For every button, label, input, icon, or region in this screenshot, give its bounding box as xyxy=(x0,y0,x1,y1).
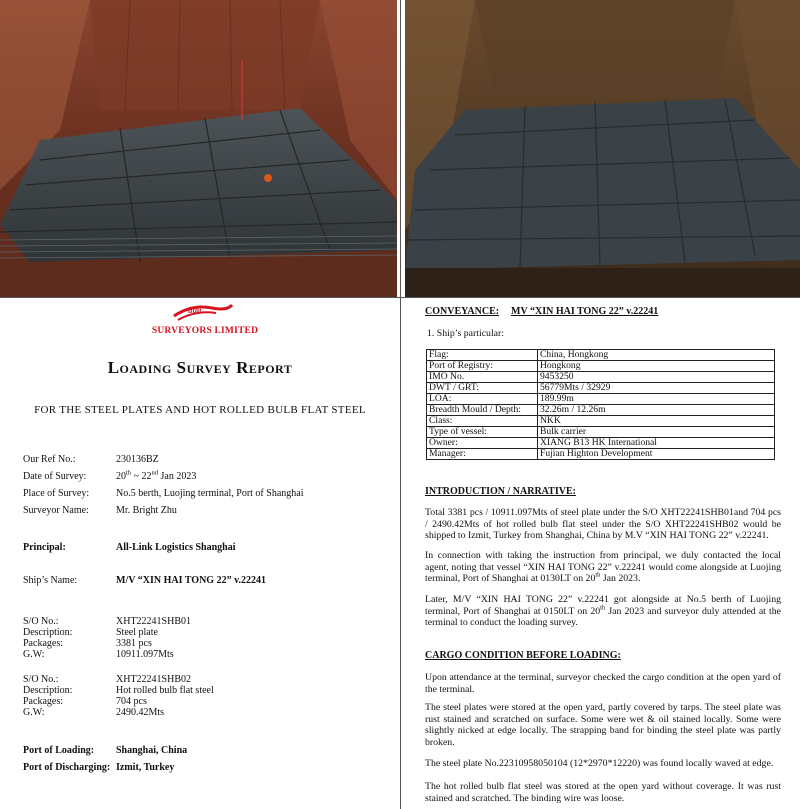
particular-value: China, Hongkong xyxy=(538,350,775,361)
intro-paragraph-1: Total 3381 pcs / 10911.097Mts of steel plate under the S/O XHT22241SHB01and 704 pcs / 2490.42Mts of hot rolled bulb flat steel under the S/O XHT22241SHB02 would be shipped to Izmit, Turkey from Shanghai, China by M.V “XIN HAI TONG 22” v.22241. xyxy=(425,507,781,541)
particular-key: Owner: xyxy=(427,438,538,449)
report-cover-page xyxy=(0,298,400,809)
place-value: No.5 berth, Luojing terminal, Port of Shanghai xyxy=(116,488,304,499)
surveyor-value: Mr. Bright Zhu xyxy=(116,505,177,516)
so1-desc-value: Steel plate xyxy=(116,627,158,638)
so2-pkg-label: Packages: xyxy=(23,696,63,707)
particular-value: 56779Mts / 32929 xyxy=(538,383,775,394)
particular-key: LOA: xyxy=(427,394,538,405)
ship-particular-row xyxy=(427,361,775,372)
particular-value: Bulk carrier xyxy=(538,427,775,438)
cargo-paragraph-2: The steel plates were stored at the open yard, partly covered by tarps. The steel plate was rust stained and scratched on surface. Some were wet & oil stained locally. Some were slightly nicked at edge locally. The strapping band for binding the steel plate was partly broken. xyxy=(425,702,781,748)
logo-swoosh-icon xyxy=(172,302,234,322)
ship-particular-row xyxy=(427,438,775,449)
intro-paragraph-3: Later, M/V “XIN HAI TONG 22” v.22241 got alongside at No.5 berth of Luojing terminal, Port of Shanghai at 0150LT on 20th Jan 2023 and surveyor duly attended at the terminal to conduct the loading survey. xyxy=(425,594,781,628)
surveyor-label: Surveyor Name: xyxy=(23,505,89,516)
ship-particular-heading: 1. Ship’s particular: xyxy=(427,328,505,339)
pod-label: Port of Discharging: xyxy=(23,762,111,773)
particular-key: IMO No. xyxy=(427,372,538,383)
date-value: 20th ~ 22nd Jan 2023 xyxy=(116,469,197,482)
cargo-paragraph-4: The hot rolled bulb flat steel was stored at the open yard without coverage. It was rust stained and scratched. The binding wire was loose. xyxy=(425,781,781,804)
particular-value: Hongkong xyxy=(538,361,775,372)
report-subtitle: FOR THE STEEL PLATES AND HOT ROLLED BULB FLAT STEEL xyxy=(34,404,366,416)
particular-key: Manager: xyxy=(427,449,538,460)
so2-label: S/O No.: xyxy=(23,674,59,685)
so2-pkg-value: 704 pcs xyxy=(116,696,147,707)
ship-particular-row xyxy=(427,350,775,361)
so1-pkg-value: 3381 pcs xyxy=(116,638,152,649)
so1-pkg-label: Packages: xyxy=(23,638,63,649)
particular-value: 32.26m / 12.26m xyxy=(538,405,775,416)
date-label: Date of Survey: xyxy=(23,471,87,482)
particular-key: Class: xyxy=(427,416,538,427)
pod-value: Izmit, Turkey xyxy=(116,762,175,773)
so1-desc-label: Description: xyxy=(23,627,73,638)
ship-particulars-table xyxy=(426,349,775,460)
so2-value: XHT22241SHB02 xyxy=(116,674,192,685)
conveyance-label: CONVEYANCE: xyxy=(425,306,500,317)
ship-particular-row xyxy=(427,372,775,383)
conveyance-value: MV “XIN HAI TONG 22” v.22241 xyxy=(511,306,659,317)
ship-value: M/V “XIN HAI TONG 22” v.22241 xyxy=(116,575,267,586)
ref-value: 230136BZ xyxy=(116,454,159,465)
particular-key: Port of Registry: xyxy=(427,361,538,372)
ship-particular-row xyxy=(427,427,775,438)
pol-label: Port of Loading: xyxy=(23,745,95,756)
particular-value: 9453250 xyxy=(538,372,775,383)
particular-value: Fujian Highton Development xyxy=(538,449,775,460)
principal-label: Principal: xyxy=(23,542,66,553)
ship-particular-row xyxy=(427,416,775,427)
ship-particular-row xyxy=(427,405,775,416)
particular-key: DWT / GRT: xyxy=(427,383,538,394)
principal-value: All-Link Logistics Shanghai xyxy=(116,542,236,553)
company-name: SURVEYORS LIMITED xyxy=(151,326,259,336)
so2-desc-value: Hot rolled bulb flat steel xyxy=(116,685,214,696)
report-detail-page xyxy=(401,298,800,809)
so2-gw-value: 2490.42Mts xyxy=(116,707,165,718)
cargo-hold-photo-left xyxy=(0,0,397,297)
place-label: Place of Survey: xyxy=(23,488,90,499)
ship-particular-row xyxy=(427,383,775,394)
so1-label: S/O No.: xyxy=(23,616,59,627)
svg-text:uuu: uuu xyxy=(188,306,202,315)
company-logo xyxy=(150,302,260,340)
ship-particular-row xyxy=(427,394,775,405)
so1-value: XHT22241SHB01 xyxy=(116,616,192,627)
so1-gw-value: 10911.097Mts xyxy=(116,649,174,660)
ship-label: Ship’s Name: xyxy=(23,575,78,586)
particular-key: Type of vessel: xyxy=(427,427,538,438)
so1-gw-label: G.W: xyxy=(23,649,45,660)
intro-heading: INTRODUCTION / NARRATIVE: xyxy=(425,486,576,497)
so2-gw-label: G.W: xyxy=(23,707,45,718)
pol-value: Shanghai, China xyxy=(116,745,188,756)
ref-label: Our Ref No.: xyxy=(23,454,76,465)
report-title: Loading Survey Report xyxy=(107,358,293,377)
particular-value: 189.99m xyxy=(538,394,775,405)
cargo-heading: CARGO CONDITION BEFORE LOADING: xyxy=(425,650,621,661)
intro-paragraph-2: In connection with taking the instruction from principal, we duly contacted the local agent, noting that vessel “XIN HAI TONG 22” v.22241 would come alongside at Luojing terminal, Port of Shanghai at 0130LT on 20th Jan 2023. xyxy=(425,550,781,584)
particular-value: NKK xyxy=(538,416,775,427)
so2-desc-label: Description: xyxy=(23,685,73,696)
cargo-paragraph-1: Upon attendance at the terminal, surveyor checked the cargo condition at the open yard of the terminal. xyxy=(425,672,781,695)
ship-particular-row xyxy=(427,449,775,460)
conveyance-heading xyxy=(425,306,659,317)
cargo-paragraph-3: The steel plate No.22310958050104 (12*2970*12220) was found locally waved at edge. xyxy=(425,758,774,769)
particular-value: XIANG B13 HK International xyxy=(538,438,775,449)
particular-key: Breadth Mould / Depth: xyxy=(427,405,538,416)
cargo-hold-photo-right xyxy=(405,0,800,297)
particular-key: Flag: xyxy=(427,350,538,361)
